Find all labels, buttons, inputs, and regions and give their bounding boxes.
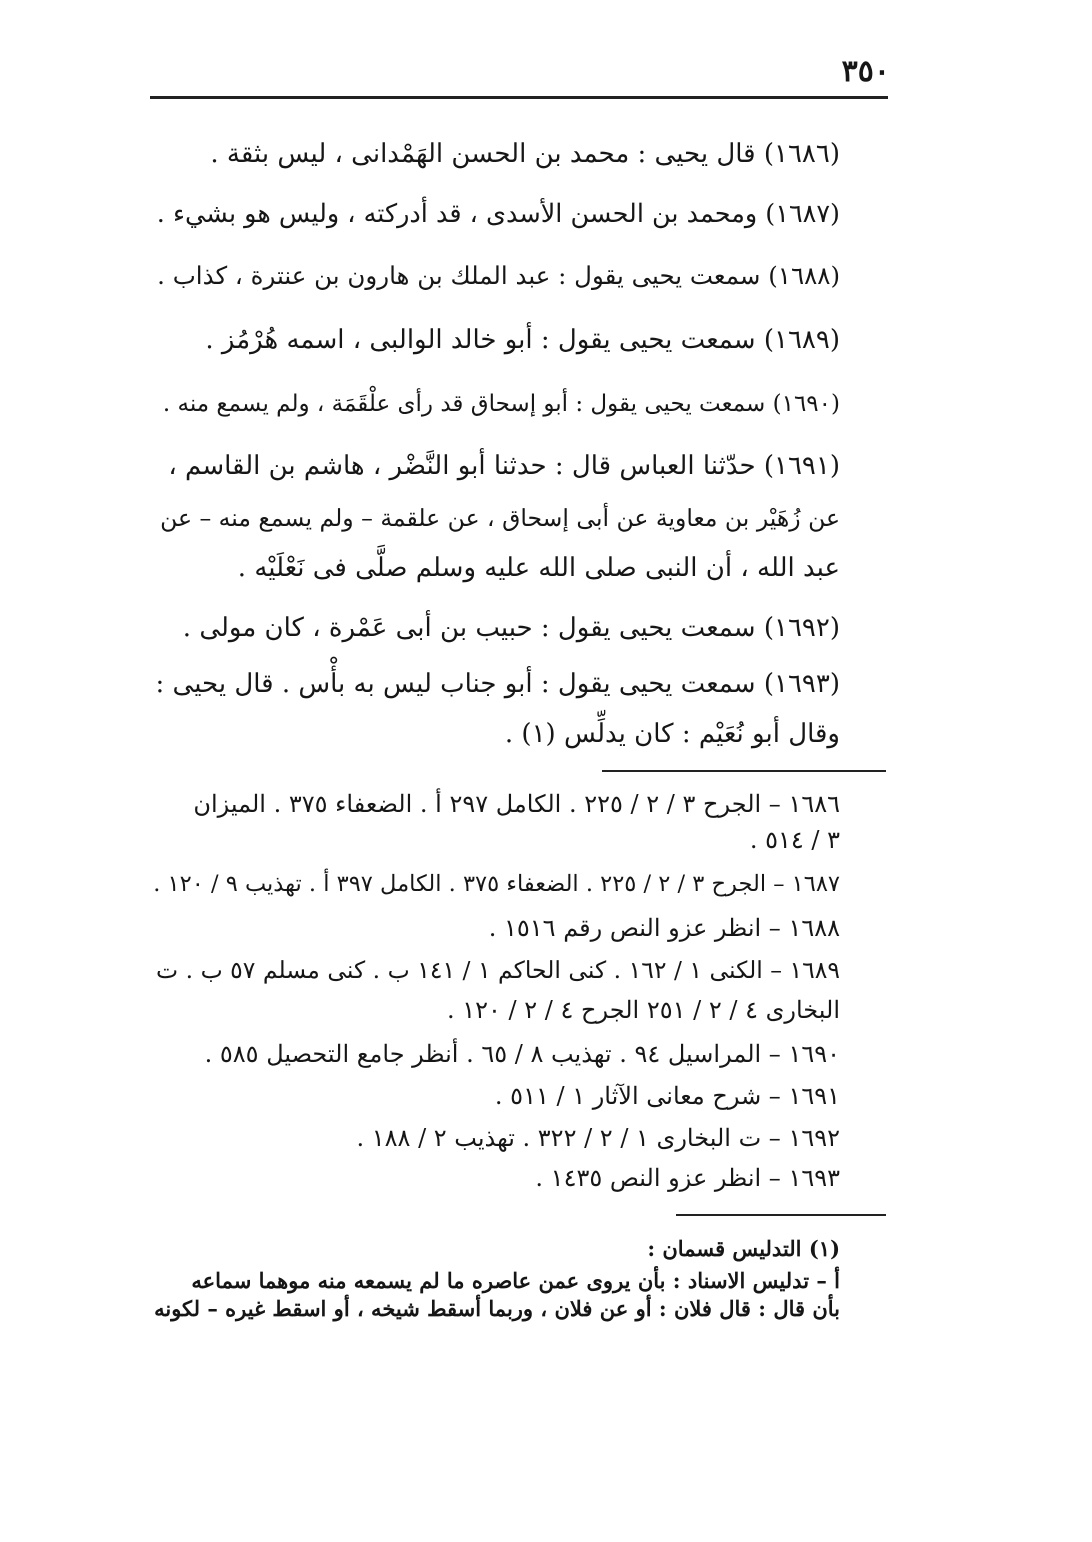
source-1687: ١٦٨٧ – الجرح ٣ / ٢ / ٢٢٥ . الضعفاء ٣٧٥ . الكامل ٣٩٧ أ . تهذيب ٩ / ١٢٠ . — [153, 871, 840, 897]
source-1689-line-1: ١٦٨٩ – الكنى ١ / ١٦٢ . كنى الحاكم ١ / ١٤١ ب . كنى مسلم ٥٧ ب . ت — [156, 956, 840, 984]
entry-1686: (١٦٨٦) قال يحيى : محمد بن الحسن الهَمْدانى ، ليس بثقة . — [210, 139, 840, 169]
source-1689-line-2: البخارى ٤ / ٢ / ٢٥١ الجرح ٤ / ٢ / ١٢٠ . — [446, 996, 840, 1024]
entry-1691-line-1: (١٦٩١) حدّثنا العباس قال : حدثنا أبو النَّضْر ، هاشم بن القاسم ، — [168, 451, 840, 481]
entry-1692: (١٦٩٢) سمعت يحيى يقول : حبيب بن أبى عَمْرة ، كان مولى . — [182, 613, 840, 643]
source-1692: ١٦٩٢ – ت البخارى ١ / ٢ / ٣٢٢ . تهذيب ٢ / ١٨٨ . — [356, 1124, 840, 1152]
source-1686-line-1: ١٦٨٦ – الجرح ٣ / ٢ / ٢٢٥ . الكامل ٢٩٧ أ . الضعفاء ٣٧٥ . الميزان — [193, 790, 840, 818]
source-1693: ١٦٩٣ – انظر عزو النص ١٤٣٥ . — [535, 1164, 840, 1192]
page-number: ٣٥٠ — [841, 54, 890, 89]
note-1-line-3: بأن قال : قال فلان : أو عن فلان ، وربما أسقط شيخه ، أو اسقط غيره – لكونه — [154, 1296, 840, 1321]
entry-1689: (١٦٨٩) سمعت يحيى يقول : أبو خالد الوالبى ، اسمه هُرْمُز . — [205, 325, 840, 355]
entry-1691-line-2: عن زُهَيْر بن معاوية عن أبى إسحاق ، عن علقمة – ولم يسمع منه – عن — [160, 504, 840, 532]
entry-1688: (١٦٨٨) سمعت يحيى يقول : عبد الملك بن هارون بن عنترة ، كذاب . — [157, 261, 840, 290]
footnotes-rule — [602, 770, 886, 772]
entry-1691-line-3: عبد الله ، أن النبى صلى الله عليه وسلم صلَّى فى نَعْلَيْه . — [237, 553, 840, 583]
entry-1690: (١٦٩٠) سمعت يحيى يقول : أبو إسحاق قد رأى علْقَمَة ، ولم يسمع منه . — [162, 391, 840, 417]
entry-1693-line-2: وقال أبو نُعَيْم : كان يدلِّس (١) . — [504, 719, 840, 749]
note-1-line-1: (١) التدليس قسمان : — [647, 1236, 840, 1261]
notes-rule — [676, 1214, 886, 1216]
source-1686-line-2: ٣ / ٥١٤ . — [749, 826, 840, 854]
source-1688: ١٦٨٨ – انظر عزو النص رقم ١٥١٦ . — [488, 914, 840, 942]
source-1690: ١٦٩٠ – المراسيل ٩٤ . تهذيب ٨ / ٦٥ . أنظر جامع التحصيل ٥٨٥ . — [204, 1040, 840, 1068]
entry-1687: (١٦٨٧) ومحمد بن الحسن الأسدى ، قد أدركته ، وليس هو بشيء . — [156, 199, 840, 229]
source-1691: ١٦٩١ – شرح معانى الآثار ١ / ٥١١ . — [494, 1082, 840, 1110]
note-1-line-2: أ – تدليس الاسناد : بأن يروى عمن عاصره ما لم يسمعه منه موهما سماعه — [191, 1268, 840, 1293]
header-rule — [150, 96, 888, 99]
entry-1693-line-1: (١٦٩٣) سمعت يحيى يقول : أبو جناب ليس به بأْس . قال يحيى : — [155, 669, 840, 699]
